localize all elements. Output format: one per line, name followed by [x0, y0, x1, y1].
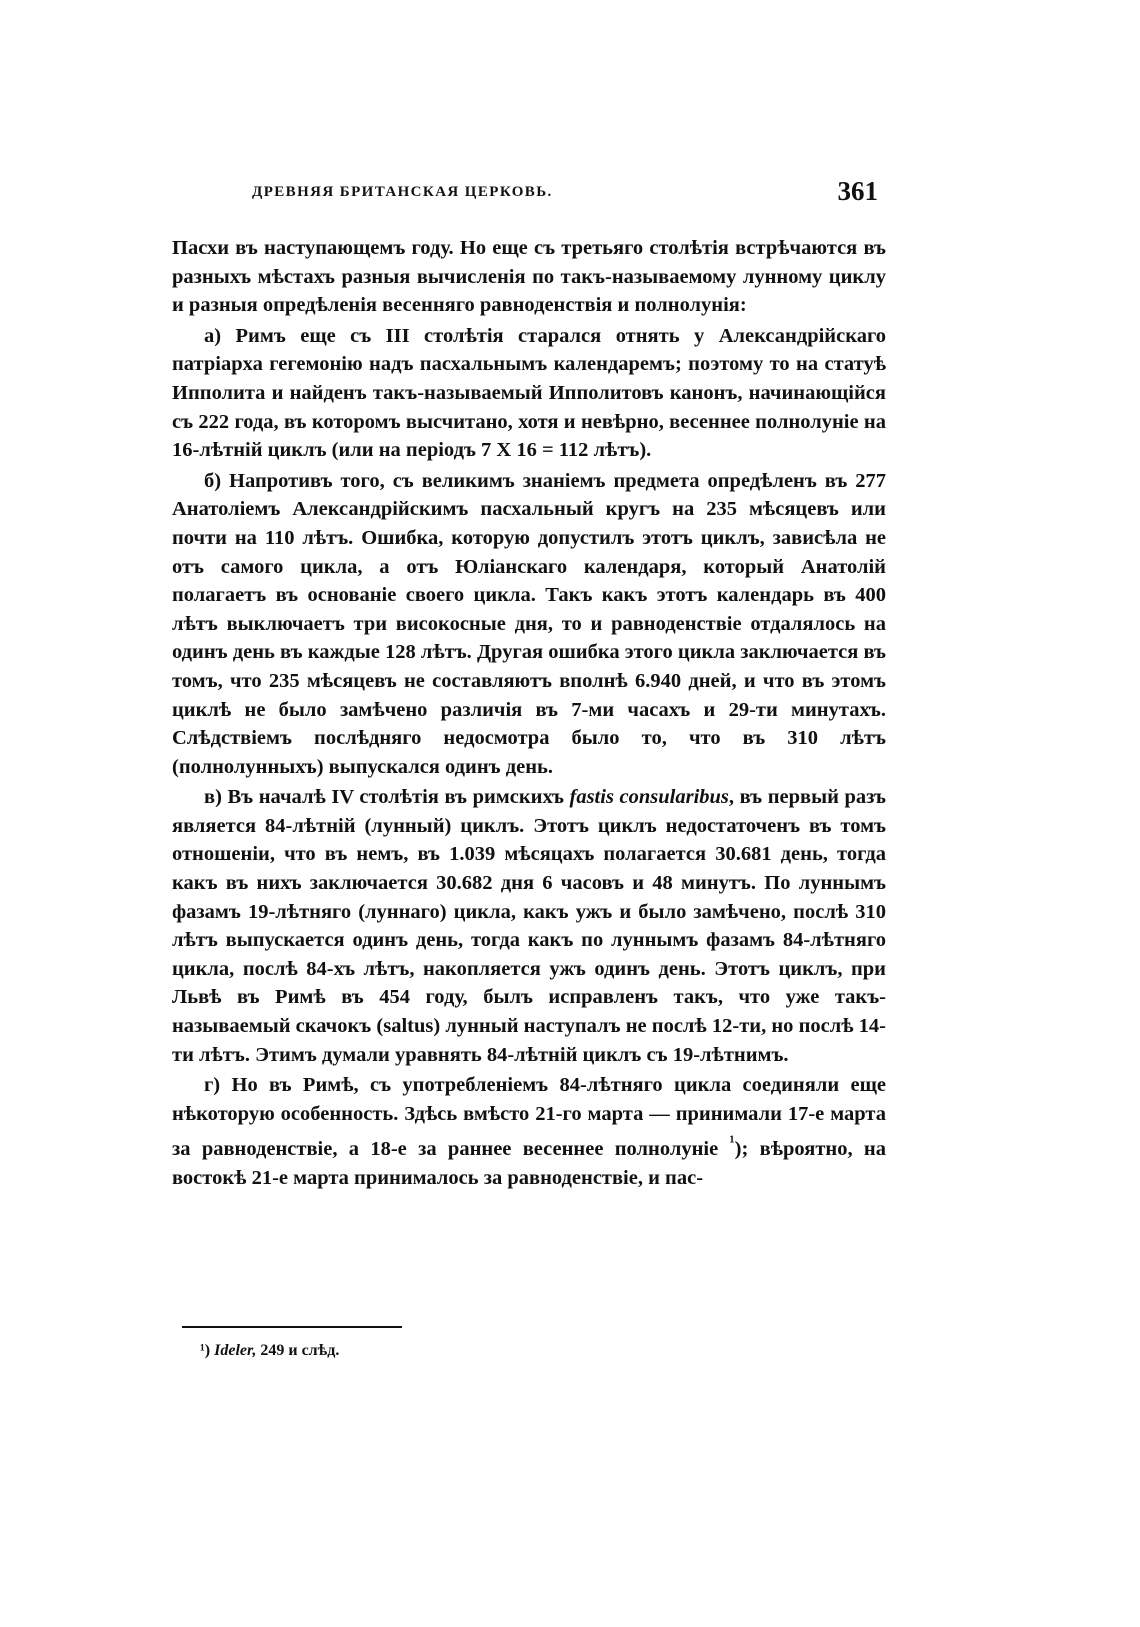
paragraph-d-rest: ); вѣроятно, на востокѣ 21-е марта принималось за равноденствіе, и пас-: [172, 1138, 886, 1189]
paragraph-c-rest: , въ первый разъ является 84-лѣтній (лунный) циклъ. Этотъ циклъ недостаточенъ въ томъ отношеніи, что въ немъ, въ 1.039 мѣсяцахъ полагается 30.681 день, тогда какъ въ нихъ заключается 30.682 дня 6 часовъ и 48 минутъ. По луннымъ фазамъ 19-лѣтняго (луннаго) цикла, какъ ужъ и было замѣчено, послѣ 310 лѣтъ выпускается одинъ день, тогда какъ по луннымъ фазамъ 84-лѣтняго цикла, послѣ 84-хъ лѣтъ, накопляется ужъ одинъ день. Этотъ циклъ, при Львѣ въ Римѣ въ 454 году, былъ исправленъ такъ, что уже такъ-называемый скачокъ (saltus) лунный наступалъ не послѣ 12-ти, но послѣ 14-ти лѣтъ. Этимъ думали уравнять 84-лѣтній циклъ съ 19-лѣтнимъ.: [172, 786, 887, 1066]
paragraph-d: [172, 1071, 886, 1192]
running-title: ДРЕВНЯЯ БРИТАНСКАЯ ЦЕРКОВЬ.: [252, 184, 553, 200]
paragraph-c-latin-term: fastis consularibus: [569, 786, 729, 809]
footnote-text: 249 и слѣд.: [260, 1342, 340, 1359]
footnote-reference: ¹: [729, 1132, 735, 1152]
footnote-author: Ideler,: [214, 1342, 257, 1359]
footnote-marker: ¹): [200, 1342, 211, 1359]
paragraph-b: б) Напротивъ того, съ великимъ знаніемъ предмета опредѣленъ въ 277 Анатоліемъ Александрійскимъ пасхальный кругъ на 235 мѣсяцевъ или почти на 110 лѣтъ. Ошибка, которую допустилъ этотъ циклъ, зависѣла не отъ самого цикла, а отъ Юліанскаго календаря, который Анатолій полагаетъ въ основаніе своего цикла. Такъ какъ этотъ календарь въ 400 лѣтъ выключаетъ три високосные дня, то и равноденствіе отдалялось на одинъ день въ каждые 128 лѣтъ. Другая ошибка этого цикла заключается въ томъ, что 235 мѣсяцевъ не составляютъ вполнѣ 6.940 дней, и что въ этомъ циклѣ не было замѣчено различія въ 7-ми часахъ и 29-ти минутахъ. Слѣдствіемъ послѣдняго недосмотра было то, что въ 310 лѣтъ (полнолунныхъ) выпускался одинъ день.: [172, 469, 886, 778]
footnote-divider: [182, 1326, 402, 1328]
paragraph-c: [172, 783, 886, 1069]
footnote: [200, 1342, 339, 1360]
body-text: [172, 234, 886, 1194]
page-number: 361: [837, 176, 878, 206]
paragraph-a: а) Римъ еще съ III столѣтія старался отнять у Александрійскаго патріарха гегемонію надъ пасхальнымъ календаремъ; поэтому то на статуѣ Ипполита и найденъ такъ-называемый Ипполитовъ канонъ, начинающійся съ 222 года, въ которомъ высчитано, хотя и невѣрно, весеннее полнолуніе на 16-лѣтній циклъ (или на періодъ 7 X 16 = 112 лѣтъ).: [172, 324, 886, 462]
paragraph-d-start: г) Но въ Римѣ, съ употребленіемъ 84-лѣтняго цикла соединяли еще нѣкоторую особенность. Здѣсь вмѣсто 21-го марта — принимали 17-е марта за равноденствіе, а 18-е за раннее весеннее полнолуніе: [172, 1074, 886, 1161]
paragraph-intro: Пасхи въ наступающемъ году. Но еще съ третьяго столѣтія встрѣчаются въ разныхъ мѣстахъ разныя вычисленія по такъ-называемому лунному циклу и разныя опредѣленія весенняго равноденствія и полнолунія:: [172, 237, 886, 317]
page-header: [172, 176, 892, 212]
paragraph-c-start: в) Въ началѣ IV столѣтія въ римскихъ: [204, 786, 570, 809]
